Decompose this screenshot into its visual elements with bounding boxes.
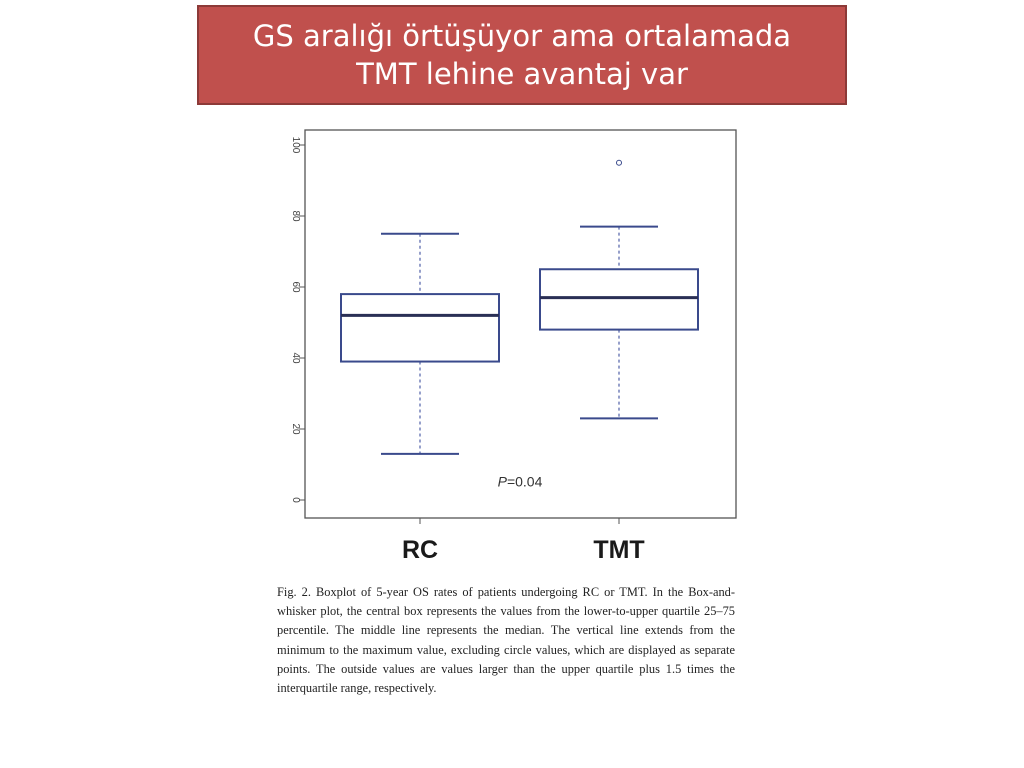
boxplot-chart [270, 122, 740, 572]
boxplot-figure [270, 122, 740, 572]
y-tick-label: 20 [290, 423, 301, 435]
iqr-box [540, 269, 698, 329]
box-group-tmt [540, 160, 698, 418]
slide-title-box [197, 5, 847, 105]
iqr-box [341, 294, 499, 361]
y-tick-label: 0 [290, 497, 301, 503]
box-group-rc [341, 234, 499, 454]
y-tick-label: 60 [290, 281, 301, 293]
y-tick-label: 80 [290, 210, 301, 222]
figure-caption: Fig. 2. Boxplot of 5-year OS rates of patients undergoing RC or TMT. In the Box-and-whisker plot, the central box represents the values from the lower-to-upper quartile 25–75 percentile. The middle line represents the median. The vertical line extends from the minimum to the maximum value, excluding circle values, which are displayed as separate points. The outside values are values larger than the upper quartile plus 1.5 times the interquartile range, respectively. [277, 585, 735, 696]
x-tick-label: TMT [593, 536, 645, 564]
x-tick-label: RC [401, 536, 439, 564]
p-value-annotation [498, 473, 543, 489]
p-value: =0.04 [506, 473, 543, 490]
y-tick-label: 100 [290, 136, 301, 154]
p-symbol: P [497, 473, 507, 490]
y-tick-label: 40 [290, 352, 301, 364]
slide-title: GS aralığı örtüşüyor ama ortalamada TMT lehine avantaj var [252, 19, 792, 91]
outlier-point [617, 160, 622, 165]
